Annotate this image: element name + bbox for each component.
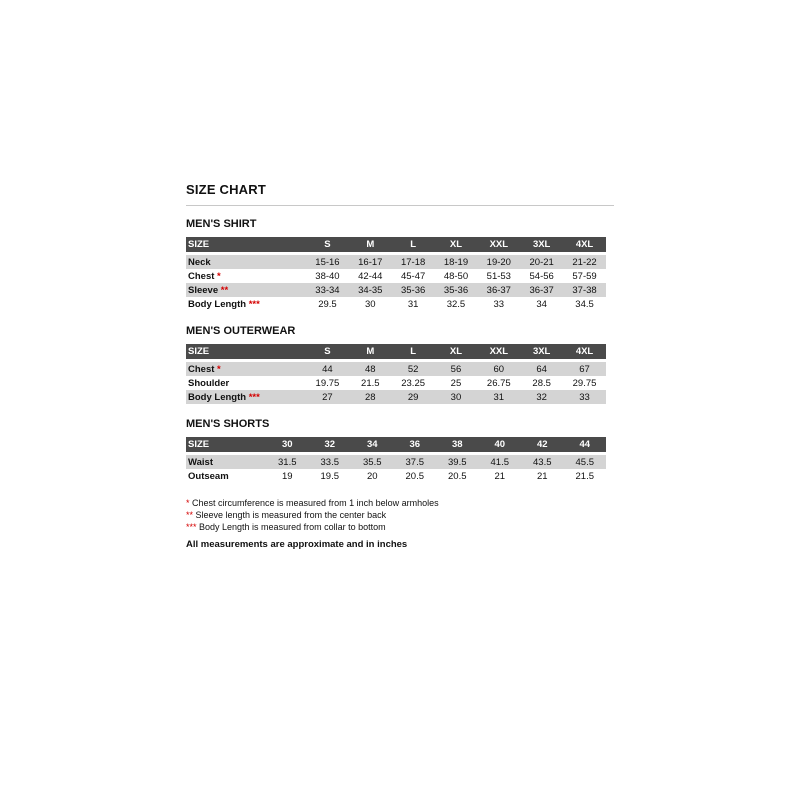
table-header-row bbox=[186, 344, 606, 361]
table-cell: 25 bbox=[450, 377, 462, 389]
table-cell: 60 bbox=[477, 361, 520, 377]
column-header: 4XL bbox=[563, 344, 606, 361]
table-cell: 67 bbox=[563, 361, 606, 377]
table-cell: 30 bbox=[364, 298, 376, 310]
table-cell: 19.5 bbox=[320, 470, 339, 482]
column-header: XL bbox=[435, 237, 478, 254]
size-section bbox=[186, 218, 614, 311]
section-title: MEN'S SHORTS bbox=[186, 418, 270, 430]
notes bbox=[186, 497, 614, 533]
footnote-mark: *** bbox=[248, 391, 260, 403]
table-cell: 37.5 bbox=[394, 454, 437, 470]
table-cell: 21 bbox=[536, 470, 548, 482]
column-header: 44 bbox=[564, 437, 607, 454]
footnote-mark: *** bbox=[186, 522, 197, 532]
table-cell: 37-38 bbox=[563, 283, 606, 297]
row-label: Chest bbox=[188, 270, 215, 282]
note-line bbox=[186, 497, 614, 509]
column-header: M bbox=[349, 344, 392, 361]
footnote-mark: ** bbox=[220, 284, 229, 296]
table-row bbox=[186, 361, 606, 377]
table-cell: 21 bbox=[494, 470, 506, 482]
table-cell: 28 bbox=[349, 390, 392, 404]
column-header: SIZE bbox=[186, 437, 266, 454]
column-header: 34 bbox=[351, 437, 394, 454]
table-cell: 30 bbox=[435, 390, 478, 404]
row-label: Shoulder bbox=[188, 377, 230, 389]
sections-container bbox=[186, 218, 614, 483]
column-header: XXL bbox=[477, 237, 520, 254]
table-cell: 23.25 bbox=[401, 377, 426, 389]
row-label: Chest bbox=[188, 363, 215, 375]
table-cell: 36-37 bbox=[520, 283, 563, 297]
size-chart bbox=[186, 182, 614, 550]
table-cell: 48 bbox=[349, 361, 392, 377]
table-cell: 51-53 bbox=[486, 270, 511, 282]
note-line bbox=[186, 521, 614, 533]
table-cell: 33 bbox=[563, 390, 606, 404]
column-header: 3XL bbox=[520, 344, 563, 361]
table-cell: 43.5 bbox=[521, 454, 564, 470]
table-cell: 35-36 bbox=[435, 283, 478, 297]
table-header-row bbox=[186, 237, 606, 254]
table-row bbox=[186, 469, 606, 483]
footer-note: All measurements are approximate and in inches bbox=[186, 539, 408, 550]
table-cell: 21.5 bbox=[361, 377, 380, 389]
note-line bbox=[186, 509, 614, 521]
table-cell: 35-36 bbox=[392, 283, 435, 297]
table-cell: 33.5 bbox=[309, 454, 352, 470]
size-table bbox=[186, 237, 606, 311]
table-cell: 48-50 bbox=[443, 270, 469, 282]
table-cell: 16-17 bbox=[349, 254, 392, 270]
row-label-cell bbox=[186, 376, 306, 390]
section-title: MEN'S OUTERWEAR bbox=[186, 325, 296, 337]
table-cell: 32 bbox=[520, 390, 563, 404]
table-row bbox=[186, 254, 606, 270]
table-cell: 45.5 bbox=[564, 454, 607, 470]
note-text: Chest circumference is measured from 1 inch below armholes bbox=[189, 498, 439, 508]
table-cell: 42-44 bbox=[358, 270, 383, 282]
size-section bbox=[186, 418, 614, 483]
row-label-cell bbox=[186, 454, 266, 470]
table-row bbox=[186, 269, 606, 283]
table-cell: 31 bbox=[477, 390, 520, 404]
table-cell: 33 bbox=[493, 298, 505, 310]
note-text: Sleeve length is measured from the center back bbox=[193, 510, 387, 520]
footnote-mark: *** bbox=[248, 298, 260, 310]
table-row bbox=[186, 390, 606, 404]
table-cell: 27 bbox=[306, 390, 349, 404]
table-cell: 57-59 bbox=[572, 270, 597, 282]
table-cell: 19-20 bbox=[477, 254, 520, 270]
row-label-cell bbox=[186, 297, 306, 311]
footnote-mark: * bbox=[186, 498, 190, 508]
table-cell: 34-35 bbox=[349, 283, 392, 297]
table-cell: 39.5 bbox=[436, 454, 479, 470]
column-header: 4XL bbox=[563, 237, 606, 254]
table-cell: 19.75 bbox=[315, 377, 340, 389]
row-label-cell bbox=[186, 254, 306, 270]
footnote-mark: * bbox=[217, 363, 221, 375]
table-cell: 29.75 bbox=[572, 377, 597, 389]
column-header: XXL bbox=[477, 344, 520, 361]
table-cell: 20.5 bbox=[448, 470, 467, 482]
row-label: Body Length bbox=[188, 391, 247, 403]
column-header: S bbox=[306, 344, 349, 361]
row-label-cell bbox=[186, 390, 306, 404]
table-cell: 32.5 bbox=[446, 298, 466, 310]
table-cell: 34.5 bbox=[575, 298, 594, 310]
footnote-mark: ** bbox=[186, 510, 194, 520]
column-header: SIZE bbox=[186, 237, 306, 254]
table-cell: 21.5 bbox=[575, 470, 594, 482]
column-header: SIZE bbox=[186, 344, 306, 361]
column-header: 3XL bbox=[520, 237, 563, 254]
table-row bbox=[186, 376, 606, 390]
note-text: Body Length is measured from collar to bottom bbox=[196, 522, 386, 532]
table-cell: 21-22 bbox=[563, 254, 606, 270]
table-cell: 19 bbox=[281, 470, 293, 482]
table-cell: 45-47 bbox=[400, 270, 426, 282]
table-cell: 29.5 bbox=[318, 298, 337, 310]
table-cell: 34 bbox=[536, 298, 547, 310]
column-header: 38 bbox=[436, 437, 479, 454]
table-row bbox=[186, 297, 606, 311]
row-label-cell bbox=[186, 269, 306, 283]
column-header: 32 bbox=[309, 437, 352, 454]
row-label-cell bbox=[186, 283, 306, 297]
row-label: Sleeve bbox=[188, 284, 219, 296]
row-label-cell bbox=[186, 361, 306, 377]
table-cell: 41.5 bbox=[479, 454, 522, 470]
table-row bbox=[186, 283, 606, 297]
table-cell: 44 bbox=[306, 361, 349, 377]
size-table bbox=[186, 437, 606, 483]
table-cell: 20-21 bbox=[520, 254, 563, 270]
table-cell: 29 bbox=[392, 390, 435, 404]
row-label: Waist bbox=[188, 456, 213, 468]
row-label: Body Length bbox=[188, 298, 247, 310]
table-cell: 64 bbox=[520, 361, 563, 377]
table-cell: 54-56 bbox=[529, 270, 554, 282]
table-cell: 18-19 bbox=[435, 254, 478, 270]
table-cell: 31 bbox=[407, 298, 419, 310]
table-cell: 33-34 bbox=[306, 283, 349, 297]
column-header: 40 bbox=[479, 437, 522, 454]
table-cell: 52 bbox=[392, 361, 435, 377]
table-cell: 38-40 bbox=[315, 270, 340, 282]
column-header: 36 bbox=[394, 437, 437, 454]
table-cell: 17-18 bbox=[392, 254, 435, 270]
column-header: S bbox=[306, 237, 349, 254]
table-header-row bbox=[186, 437, 606, 454]
table-cell: 36-37 bbox=[477, 283, 520, 297]
section-title: MEN'S SHIRT bbox=[186, 218, 257, 230]
row-label: Neck bbox=[188, 256, 211, 268]
table-row bbox=[186, 454, 606, 470]
column-header: M bbox=[349, 237, 392, 254]
table-cell: 28.5 bbox=[532, 377, 551, 389]
table-cell: 15-16 bbox=[306, 254, 349, 270]
column-header: 42 bbox=[521, 437, 564, 454]
size-table bbox=[186, 344, 606, 404]
column-header: L bbox=[392, 237, 435, 254]
column-header: XL bbox=[435, 344, 478, 361]
footnote-mark: * bbox=[217, 270, 221, 282]
table-cell: 26.75 bbox=[486, 377, 511, 389]
column-header: L bbox=[392, 344, 435, 361]
table-cell: 20.5 bbox=[405, 470, 424, 482]
size-section bbox=[186, 325, 614, 404]
table-cell: 20 bbox=[366, 470, 378, 482]
table-cell: 31.5 bbox=[266, 454, 309, 470]
table-cell: 56 bbox=[435, 361, 478, 377]
column-header: 30 bbox=[266, 437, 309, 454]
page-title: SIZE CHART bbox=[186, 182, 614, 206]
table-cell: 35.5 bbox=[351, 454, 394, 470]
row-label: Outseam bbox=[188, 470, 229, 482]
row-label-cell bbox=[186, 469, 266, 483]
